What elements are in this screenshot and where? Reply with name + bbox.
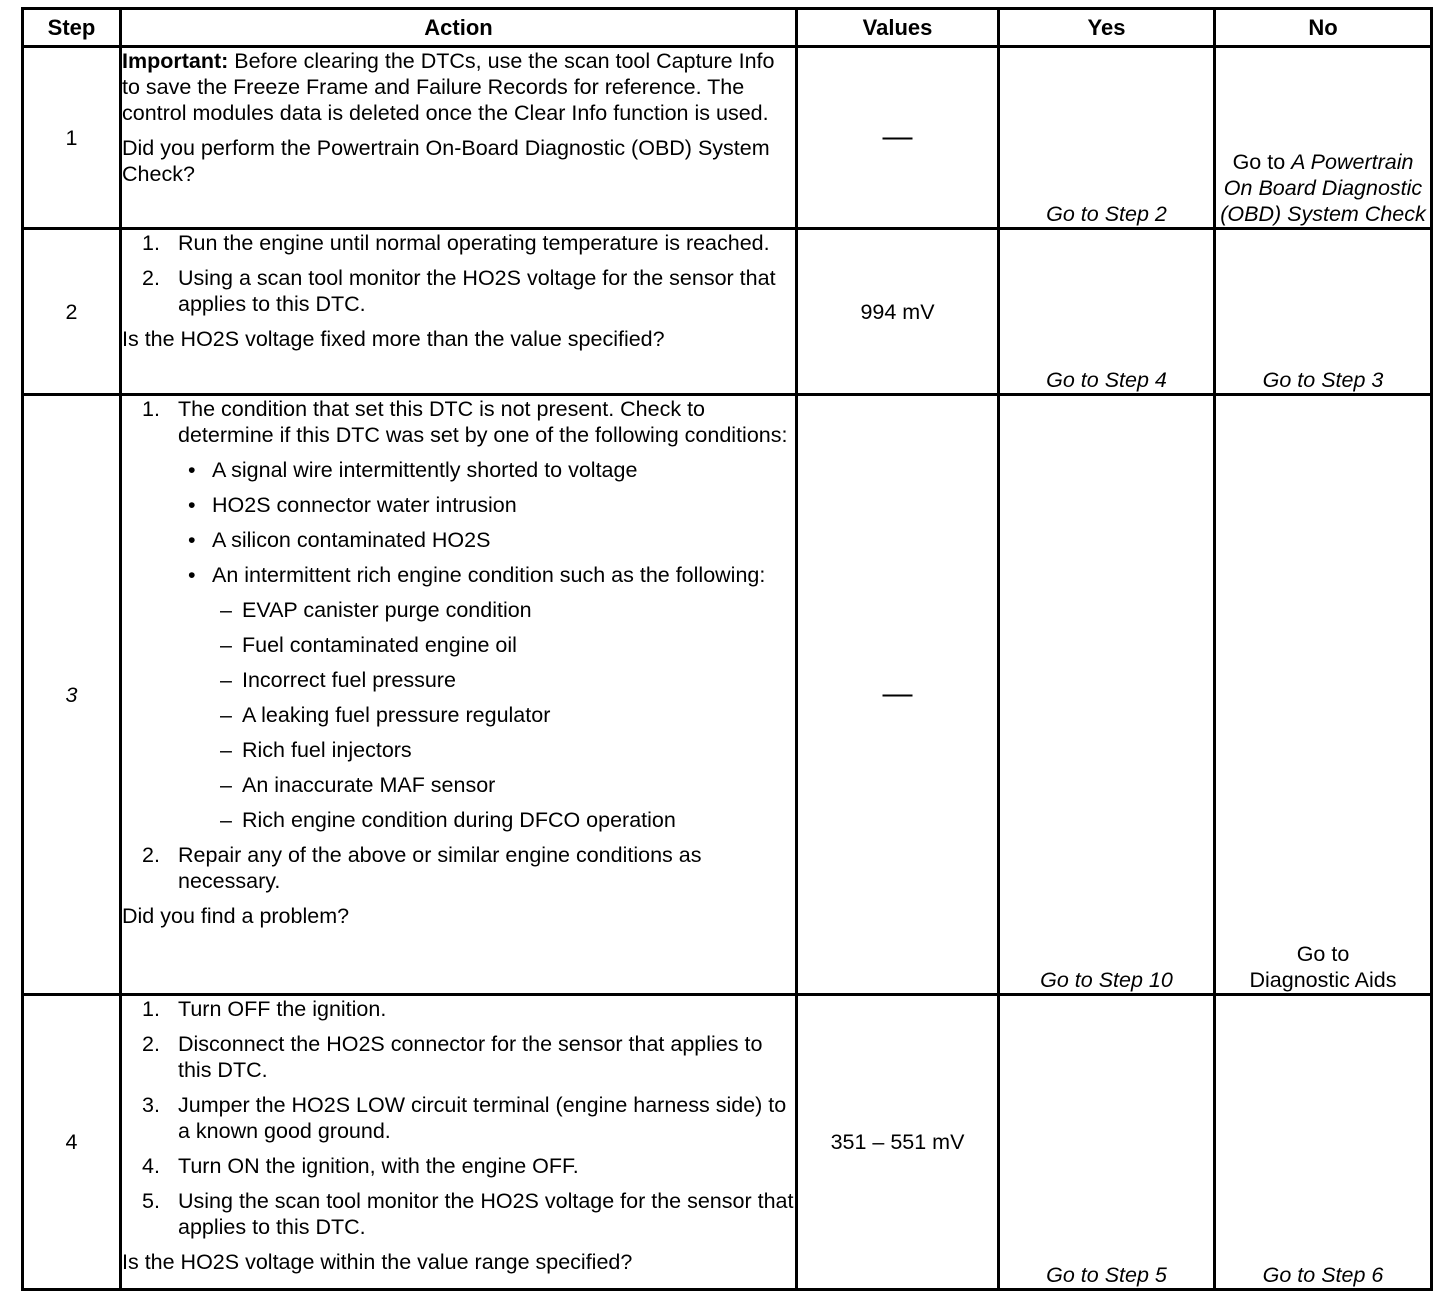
- yes-cell[interactable]: Go to Step 2: [999, 47, 1215, 229]
- header-row: [23, 9, 1432, 47]
- header-values: Values: [797, 9, 999, 47]
- no-link[interactable]: A Powertrain On Board Diagnostic (OBD) System Check: [1220, 150, 1426, 226]
- action-cell: [121, 995, 797, 1290]
- list-item: 5. Using the scan tool monitor the HO2S voltage for the sensor that applies to this DTC.: [142, 1189, 794, 1239]
- list-item: 2. Using a scan tool monitor the HO2S voltage for the sensor that applies to this DTC.: [142, 266, 776, 316]
- list-item: • An intermittent rich engine condition such as the following: – EVAP canister purge condition – Fuel contaminated engine oil – Incorrect fuel pressure – A leaking fuel pressure regulator – Rich fuel injectors – An inaccurate MAF sensor – Rich engine condition during DFCO operation: [178, 562, 795, 833]
- table-row-step-1: [23, 47, 1432, 229]
- yes-cell[interactable]: Go to Step 10: [999, 395, 1215, 995]
- important-label: Important:: [122, 49, 229, 73]
- table-row-step-2: [23, 229, 1432, 395]
- values-cell: —: [797, 395, 999, 995]
- header-yes: Yes: [999, 9, 1215, 47]
- list-item: • A silicon contaminated HO2S: [178, 527, 795, 553]
- list-item: – EVAP canister purge condition: [212, 597, 795, 623]
- rich-condition-list: [212, 597, 795, 833]
- no-cell[interactable]: [1215, 47, 1432, 229]
- no-prefix: Go to: [1296, 942, 1350, 966]
- list-item: – Incorrect fuel pressure: [212, 667, 795, 693]
- list-item: – Rich fuel injectors: [212, 737, 795, 763]
- yes-cell[interactable]: Go to Step 4: [999, 229, 1215, 395]
- header-no: No: [1215, 9, 1432, 47]
- list-item: 2. Repair any of the above or similar engine conditions as necessary.: [142, 843, 702, 893]
- values-cell: 351 – 551 mV: [797, 995, 999, 1290]
- list-item: 4. Turn ON the ignition, with the engine OFF.: [142, 1154, 579, 1178]
- important-text: Before clearing the DTCs, use the scan tool Capture Info to save the Freeze Frame and Failure Records for reference. The control modules data is deleted once the Clear Info function is used.: [122, 49, 775, 125]
- list-item: • HO2S connector water intrusion: [178, 492, 795, 518]
- list-item: 1. The condition that set this DTC is not present. Check to determine if this DTC was set by one of the following conditions: • A signal wire intermittently shorted to voltage • HO2S connector water intrusion • A silicon contaminated HO2S • An intermittent rich engine condition such as the following: – EVAP canister purge condition – Fuel contaminated engine oil – Incorrect fuel pressure – A leaking fuel pressure regulator – Rich fuel injectors – An inaccurate MAF sensor – Rich engine condition during DFCO operation: [122, 396, 795, 833]
- list-item: – An inaccurate MAF sensor: [212, 772, 795, 798]
- header-action: Action: [121, 9, 797, 47]
- step-number: 4: [23, 995, 121, 1290]
- list-item: • A signal wire intermittently shorted to voltage: [178, 457, 795, 483]
- list-item: – Fuel contaminated engine oil: [212, 632, 795, 658]
- no-cell[interactable]: [1215, 395, 1432, 995]
- no-cell[interactable]: Go to Step 3: [1215, 229, 1432, 395]
- step-number: 3: [23, 395, 121, 995]
- action-cell: [121, 395, 797, 995]
- step-question: Did you find a problem?: [122, 904, 350, 928]
- step-number: 2: [23, 229, 121, 395]
- table-row-step-4: [23, 995, 1432, 1290]
- list-item: – A leaking fuel pressure regulator: [212, 702, 795, 728]
- important-note: [122, 48, 795, 126]
- no-link[interactable]: Diagnostic Aids: [1249, 968, 1397, 992]
- action-steps: [122, 230, 795, 317]
- step-question: Did you perform the Powertrain On-Board Diagnostic (OBD) System Check?: [122, 136, 770, 186]
- header-step: Step: [23, 9, 121, 47]
- table-row-step-3: [23, 395, 1432, 995]
- list-item: 1. Run the engine until normal operating temperature is reached.: [142, 231, 770, 255]
- step-question: Is the HO2S voltage within the value range specified?: [122, 1250, 633, 1274]
- action-cell: [121, 229, 797, 395]
- action-cell: [121, 47, 797, 229]
- step-number: 1: [23, 47, 121, 229]
- step-question: Is the HO2S voltage fixed more than the value specified?: [122, 327, 665, 351]
- values-cell: —: [797, 47, 999, 229]
- action-steps: [122, 396, 795, 894]
- no-cell[interactable]: Go to Step 6: [1215, 995, 1432, 1290]
- list-item: 3. Jumper the HO2S LOW circuit terminal (engine harness side) to a known good ground.: [142, 1093, 787, 1143]
- action-steps: [122, 996, 795, 1240]
- diagnostic-table: [21, 7, 1433, 1291]
- list-item: 1. Turn OFF the ignition.: [142, 997, 387, 1021]
- yes-cell[interactable]: Go to Step 5: [999, 995, 1215, 1290]
- condition-list: [178, 457, 795, 833]
- list-item: 2. Disconnect the HO2S connector for the sensor that applies to this DTC.: [142, 1032, 763, 1082]
- no-prefix: Go to: [1232, 150, 1286, 174]
- list-item: – Rich engine condition during DFCO operation: [212, 807, 795, 833]
- values-cell: 994 mV: [797, 229, 999, 395]
